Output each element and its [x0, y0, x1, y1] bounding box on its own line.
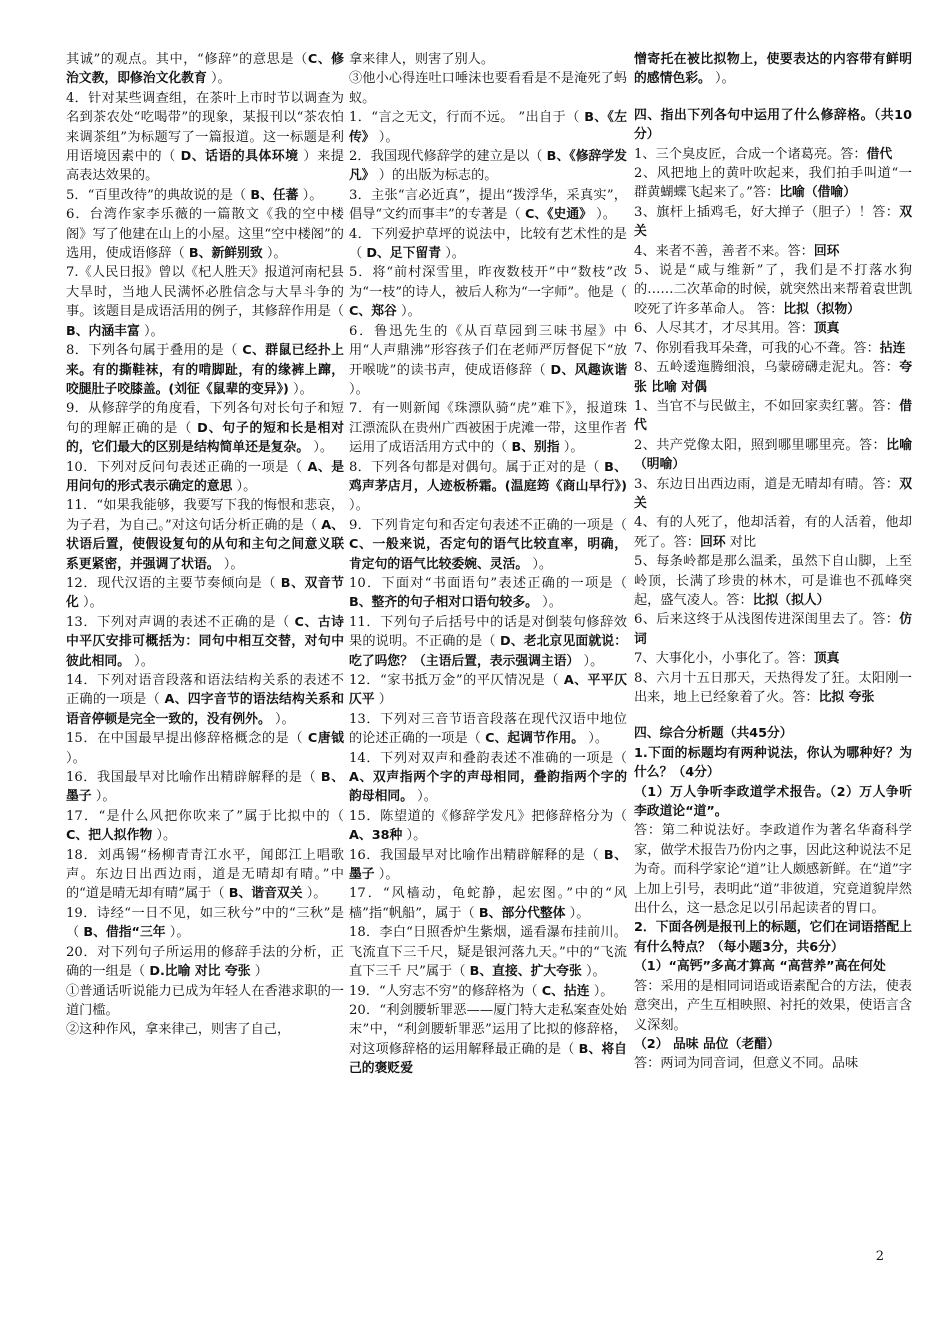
paragraph: 1、三个臭皮匠，合成一个诸葛亮。答：借代 — [634, 146, 893, 162]
paragraph: 2．下面各例是报刊上的标题，它们在词语搭配上有什么特点？（每小题3分，共6分） — [634, 920, 912, 955]
paragraph: 10．下面对“书面语句”表述正确的一项是（ B、整齐的句子相对口语句较多。 ）。 — [349, 575, 627, 611]
paragraph: 1、当官不与民做主，不如回家卖红薯。答：借代 — [634, 398, 912, 434]
paragraph: 18．李白“日照香炉生紫烟，遥看瀑布挂前川。飞流直下三千尺，疑是银河落九天。”中的“飞流直下三千 尺”属于（ B、直接、扩大夸张 ）。 — [349, 925, 627, 980]
paragraph: 2、共产党像太阳，照到哪里哪里亮。答：比喻（明喻） — [634, 437, 913, 473]
paragraph: 4．针对某些调查组，在茶叶上市时节以调查为名到茶农处“吃喝带”的现象，某报刊以“茶农怕来调茶组”为标题写了一篇报道。这一标题是利用语境因素中的（ D、话语的具体环境 ）来提高表达效果的。 — [66, 90, 344, 184]
paragraph: ①普通话听说能力已成为年轻人在香港求职的一道门槛。 — [66, 983, 344, 1018]
paragraph: 6、后来这终于从浅图传进深闺里去了。答：仿词 — [634, 612, 912, 647]
paragraph: 5、说是“咸与维新”了，我们是不打落水狗的……二次革命的时候，就突然出来帮着袁世凯咬死了许多革命人。 答：比拟（拟物） — [634, 263, 912, 317]
paragraph: 答：两词为同音词，但意义不同。品味 — [634, 1056, 859, 1072]
paragraph: 憎寄托在被比拟物上，使要表达的内容带有鲜明的感情色彩。 ）。 — [634, 52, 912, 87]
paragraph: 5、每条岭都是那么温柔，虽然下自山脚，上至岭顶，长满了珍贵的林木，可是谁也不孤峰突起，盛气凌人。答：比拟（拟人） — [634, 554, 912, 608]
paragraph: 13．下列对声调的表述不正确的是（ C、古诗中平仄安排可概括为：同句中相互交替，对句中彼此相同。 ）。 — [66, 614, 344, 669]
paragraph: 8、五岭逶迤腾细浪，乌蒙磅礴走泥丸。答：夸张 比喻 对偶 — [634, 360, 912, 395]
paragraph: 1．“言之无文，行而不远。 ”出自于（ B、《左传》 ）。 — [349, 110, 627, 145]
paragraph: 16．我国最早对比喻作出精辟解释的是（ B、墨子 ）。 — [66, 770, 344, 805]
paragraph: 4、来者不善，善者不来。答：回环 — [634, 243, 840, 259]
paragraph: 19．诗经“一日不见，如三秋兮”中的“三秋”是（ B、借指“三年 ）。 — [66, 905, 344, 941]
paragraph: 17．“风樯动，龟蛇静，起宏图。”中的“风樯”指“帆船”，属于（ B、部分代整体 ）。 — [349, 886, 627, 921]
paragraph: 11．下列句子后括号中的话是对倒装句修辞效果的说明。不正确的是（ D、老北京见面就说：吃了吗您？（主语后置，表示强调主语） ）。 — [349, 614, 627, 669]
paragraph: 3、东边日出西边雨，道是无晴却有晴。答：双关 — [634, 476, 912, 511]
paragraph: 3．主张“言必近真”，提出“拨浮华，采真实”，倡导“文约而事丰”的专著是（ C、《史通》 ）。 — [349, 187, 627, 223]
paragraph: 11．“如果我能够，我要写下我的悔恨和悲哀，为子君，为自己。”对这句话分析正确的是（ A、状语后置，使假设复句的从句和主句之间意义联系更紧密，并强调了状语。 ）。 — [66, 498, 344, 572]
paragraph: 4、有的人死了，他却活着，有的人活着，他却死了。答：回环 对比 — [634, 515, 912, 550]
paragraph: 答：采用的是相同词语或语素配合的方法，使表意突出，产生互相映照、衬托的效果，使语言含义深刻。 — [634, 978, 912, 1033]
paragraph: 15．在中国最早提出修辞格概念的是（ C唐钺 ）。 — [66, 731, 344, 766]
paragraph: 5．“百里改待”的典故说的是（ B、任蕃 ）。 — [66, 187, 323, 203]
paragraph: （1）“高钙”多高才算高 “高营养”高在何处 — [634, 959, 886, 975]
text-column-middle — [349, 50, 627, 1079]
paragraph: 3、旗杆上插鸡毛，好大掸子（胆子）！答：双关 — [634, 204, 912, 240]
paragraph: 7、大事化小，小事化了。答：顶真 — [634, 651, 840, 667]
paragraph: 7．有一则新闻《珠漂队骑“虎”难下》，报道珠江漂流队在贵州广西被困于虎滩一带，这里作者运用了成语活用方式中的（ B、别指 ）。 — [349, 401, 627, 456]
paragraph: 14．下列对双声和叠韵表述不准确的一项是（ A、双声指两个字的声母相同，叠韵指两个字的韵母相同。 ）。 — [349, 750, 627, 805]
paragraph: 8．下列各句属于叠用的是（ C、群鼠已经扑上来。有的撕鞋袜，有的啃脚趾，有的缘裤上蹿，咬腿肚子咬膝盖。(刘征《鼠辈的变异》) ）。 — [66, 343, 344, 397]
paragraph: 答：第二种说法好。李政道作为著名华裔科学家，做学术报告乃份内之事，因此这种说法不足为奇。而科学家论“道”让人颇感新鲜。在“道”字上加上引号，表明此“道”非彼道，究竟道貌岸然出什么，这一悬念足以引吊起读者的胃口。 — [634, 823, 912, 917]
paragraph: 7、你别看我耳朵聋，可我的心不聋。答：拈连 — [634, 340, 906, 356]
paragraph: 6．台湾作家李乐薇的一篇散文《我的空中楼阁》写了他建在山上的小屋。这里“空中楼阁”的选用，使成语修辞（ B、新鲜别致 ）。 — [66, 207, 344, 262]
paragraph: 6、人尽其才，才尽其用。答：顶真 — [634, 321, 840, 337]
paragraph: 12．“家书抵万金”的平仄情况是（ A、平平仄仄平 ） — [349, 673, 627, 708]
paragraph: 14．下列对语音段落和语法结构关系的表述不正确的一项是（ A、四字音节的语法结构关系和语音停顿是完全一致的，没有例外。 ）。 — [66, 673, 344, 727]
paragraph: 20．对下列句子所运用的修辞手法的分析，正确的一组是（ D.比喻 对比 夸张 ） — [66, 944, 344, 980]
paragraph: 15．陈望道的《修辞学发凡》把修辞格分为（ A、38种 ）。 — [349, 808, 627, 844]
paragraph: 12．现代汉语的主要节奏倾向是（ B、双音节化 ）。 — [66, 575, 344, 611]
paragraph: 17．“是什么风把你吹来了”属于比拟中的（ C、把人拟作物 ）。 — [66, 808, 344, 844]
paragraph: 20．“利剑腰斩罪恶——厦门特大走私案查处始末”中，“利剑腰斩罪恶”运用了比拟的修辞格，对这项修辞格的运用解释最正确的是（ B、将自己的褒贬爱 — [349, 1002, 627, 1077]
paragraph: （2） 品味 品位（老醋） — [634, 1036, 780, 1052]
text-column-left — [66, 50, 344, 1040]
paragraph: 8．下列各句都是对偶句。属于正对的是（ B、鸡声茅店月，人迹板桥霜。(温庭筠《商山早行》) ）。 — [349, 459, 627, 514]
paragraph: 4．下列爱护草坪的说法中，比较有艺术性的是（ D、足下留青 ）。 — [349, 226, 627, 262]
paragraph: 拿来律人，则害了别人。 — [349, 52, 495, 67]
paragraph: 2．我国现代修辞学的建立是以（ B、《修辞学发凡》 ）的出版为标志的。 — [349, 149, 627, 184]
paragraph: 9．下列肯定句和否定句表述不正确的一项是（ C、一般来说，否定句的语气比较直率，明确，肯定句的语气比较委婉、灵活。 ）。 — [349, 517, 627, 572]
paragraph: 四、指出下列各句中运用了什么修辞格。（共10分） — [634, 107, 912, 143]
paragraph: 其诚”的观点。其中，“修辞”的意思是（C、修治文教，即修治文化教育 ）。 — [66, 52, 344, 87]
page-number: 2 — [875, 1249, 884, 1264]
paragraph: 5．将“前村深雪里，昨夜数枝开”中“数枝”改为“一枝”的诗人，被后人称为“一字师”。他是（ C、郑谷 ）。 — [349, 265, 627, 320]
paragraph: 16．我国最早对比喻作出精辟解释的是（ B、墨子 ）。 — [349, 847, 627, 883]
paragraph: 19．“人穷志不穷”的修辞格为（ C、拈连 ）。 — [349, 983, 614, 999]
paragraph: 13．下列对三音节语音段落在现代汉语中地位的论述正确的一项是（ C、起调节作用。 ）。 — [349, 711, 627, 747]
paragraph: 10．下列对反问句表述正确的一项是（ A、是用问句的形式表示确定的意思 ）。 — [66, 459, 344, 494]
paragraph: 7.《人民日报》曾以《杞人胜天》报道河南杞县大旱时，当地人民满怀必胜信念与大旱斗争的事。该题目是成语活用的例子，其修辞作用是（ B、内涵丰富 ）。 — [66, 265, 344, 339]
paragraph: 1.下面的标题均有两种说法，你认为哪种好？为什么？（4分） — [634, 745, 912, 781]
paragraph: 6．鲁迅先生的《从百草园到三味书屋》中用“人声鼎沸”形容孩子们在老师严厉督促下“放开喉咙”的读书声，使成语修辞（ D、风趣诙谐 ）。 — [349, 323, 628, 397]
text-column-right — [634, 50, 912, 1074]
paragraph: ③他小心得连吐口唾沫也要看看是不是淹死了蚂蚁。 — [349, 71, 627, 106]
paragraph: 18．刘禹锡“杨柳青青江水平，闻郎江上唱歌声。东边日出西边雨，道是无晴却有晴。”中的“道是晴无却有晴”属于（ B、谐音双关 ）。 — [66, 847, 344, 902]
paragraph: 9．从修辞学的角度看，下列各句对长句子和短句的理解正确的是（ D、句子的短和长是相对的，它们最大的区别是结构简单还是复杂。 ）。 — [66, 401, 344, 456]
paragraph: 8、六月十五日那天，天热得发了狂。太阳刚一出来，地上已经象着了火。答：比拟 夸张 — [634, 670, 912, 705]
paragraph: 四、综合分析题（共45分） — [634, 726, 793, 742]
paragraph: （1）万人争听李政道学术报告。（2）万人争听李政道论“道”。 — [634, 784, 912, 820]
paragraph: 2、风把地上的黄叶吹起来，我们拍手叫道“一群黄蝴蝶飞起来了。”答：比喻（借喻） — [634, 166, 912, 201]
paragraph: ②这种作风，拿来律己，则害了自己， — [66, 1022, 291, 1038]
